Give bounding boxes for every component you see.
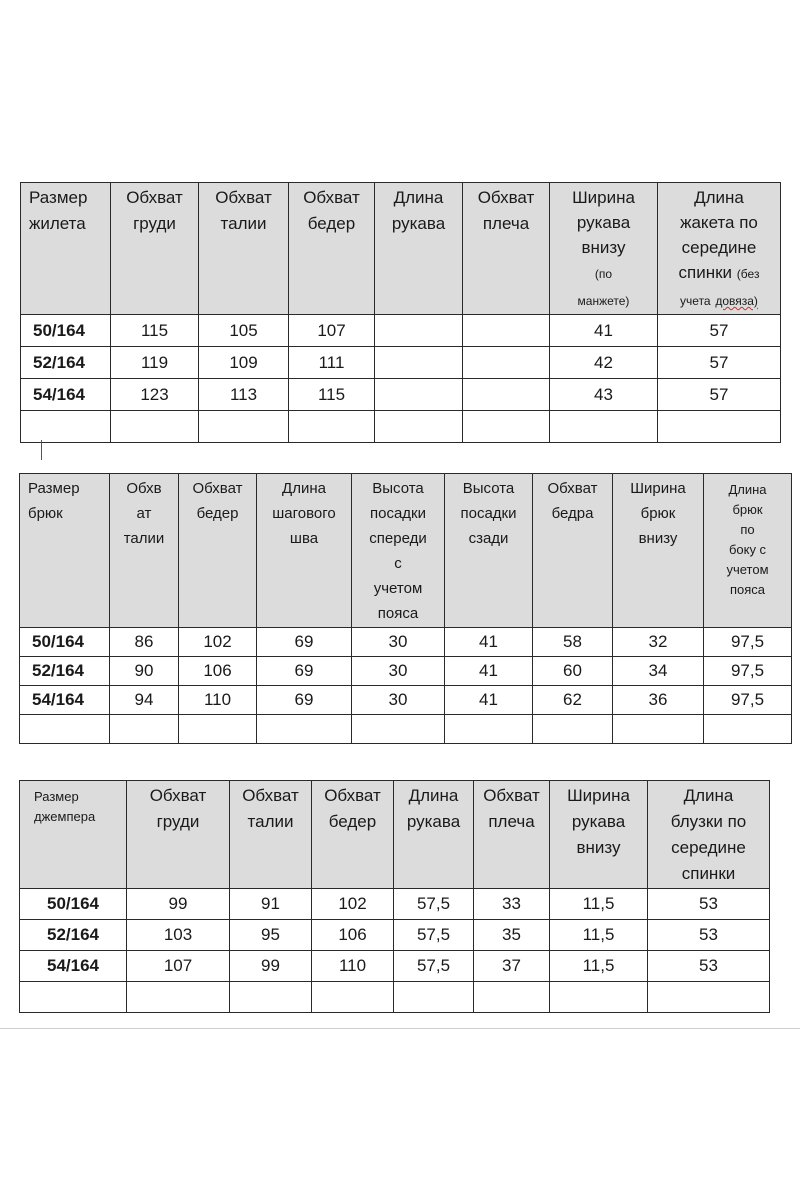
empty-cell (111, 411, 199, 443)
trousers-cell-side-length: 97,5 (704, 686, 792, 715)
jumper-cell-hips: 110 (312, 951, 394, 982)
text-cursor (41, 440, 42, 460)
vest-header-length-hint-a: (без (736, 267, 760, 281)
jumper-header-sleeve: Длина рукава (394, 781, 474, 889)
empty-cell (289, 411, 375, 443)
vest-cell-shoulder (463, 379, 550, 411)
jumper-cell-sleeve-width: 11,5 (550, 920, 648, 951)
trousers-row-size: 52/164 (20, 657, 110, 686)
vest-header-size: Размер жилета (21, 183, 111, 315)
trousers-cell-front-rise: 30 (352, 628, 445, 657)
vest-header-length-main: Длина жакета по середине спинки (678, 188, 758, 282)
empty-cell (230, 982, 312, 1013)
empty-cell (110, 715, 179, 744)
vest-cell-waist: 109 (199, 347, 289, 379)
vest-cell-sleeve-width: 43 (550, 379, 658, 411)
jumper-row-size: 52/164 (20, 920, 127, 951)
empty-cell (658, 411, 781, 443)
vest-cell-length: 57 (658, 347, 781, 379)
vest-header-sleeve-width (550, 183, 658, 315)
empty-row (20, 982, 770, 1013)
vest-cell-length: 57 (658, 315, 781, 347)
table-row (21, 379, 781, 411)
empty-cell (533, 715, 613, 744)
vest-header-waist: Обхват талии (199, 183, 289, 315)
trousers-header-leg-width: Ширина брюк внизу (613, 474, 704, 628)
empty-cell (394, 982, 474, 1013)
table-row (21, 347, 781, 379)
jumper-cell-waist: 99 (230, 951, 312, 982)
empty-cell (179, 715, 257, 744)
vest-cell-waist: 113 (199, 379, 289, 411)
trousers-header-row (20, 474, 792, 628)
jumper-row-size: 50/164 (20, 889, 127, 920)
trousers-cell-inseam: 69 (257, 686, 352, 715)
jumper-header-waist: Обхват талии (230, 781, 312, 889)
trousers-header-side-length: Длина брюк по боку с учетом пояса (704, 474, 792, 628)
trousers-cell-waist: 94 (110, 686, 179, 715)
vest-cell-sleeve (375, 347, 463, 379)
vest-cell-hips: 111 (289, 347, 375, 379)
jumper-row-size: 54/164 (20, 951, 127, 982)
vest-row-size: 54/164 (21, 379, 111, 411)
empty-cell (463, 411, 550, 443)
empty-cell (20, 715, 110, 744)
jumper-cell-sleeve: 57,5 (394, 920, 474, 951)
trousers-cell-back-rise: 41 (445, 628, 533, 657)
empty-cell (352, 715, 445, 744)
trousers-header-size: Размер брюк (20, 474, 110, 628)
trousers-header-inseam: Длина шагового шва (257, 474, 352, 628)
page-divider (0, 1028, 800, 1029)
trousers-header-hips: Обхват бедер (179, 474, 257, 628)
jumper-header-chest: Обхват груди (127, 781, 230, 889)
vest-header-length (658, 183, 781, 315)
vest-cell-waist: 105 (199, 315, 289, 347)
jumper-cell-sleeve: 57,5 (394, 951, 474, 982)
jumper-header-hips: Обхват бедер (312, 781, 394, 889)
trousers-cell-back-rise: 41 (445, 686, 533, 715)
jumper-cell-shoulder: 35 (474, 920, 550, 951)
jumper-cell-waist: 95 (230, 920, 312, 951)
trousers-size-table (19, 473, 792, 744)
vest-cell-sleeve (375, 379, 463, 411)
trousers-cell-leg-width: 34 (613, 657, 704, 686)
vest-header-sleeve-width-main: Ширина рукава внизу (572, 188, 635, 257)
vest-cell-sleeve-width: 42 (550, 347, 658, 379)
jumper-cell-shoulder: 33 (474, 889, 550, 920)
empty-cell (375, 411, 463, 443)
trousers-cell-front-rise: 30 (352, 686, 445, 715)
vest-header-sleeve: Длина рукава (375, 183, 463, 315)
empty-cell (312, 982, 394, 1013)
vest-cell-chest: 119 (111, 347, 199, 379)
vest-cell-chest: 115 (111, 315, 199, 347)
jumper-size-table (19, 780, 770, 1013)
vest-row-size: 50/164 (21, 315, 111, 347)
vest-cell-hips: 107 (289, 315, 375, 347)
empty-cell (445, 715, 533, 744)
jumper-cell-hips: 102 (312, 889, 394, 920)
jumper-cell-shoulder: 37 (474, 951, 550, 982)
jumper-header-size: Размер джемпера (20, 781, 127, 889)
empty-cell (127, 982, 230, 1013)
trousers-cell-hips: 102 (179, 628, 257, 657)
empty-cell (257, 715, 352, 744)
jumper-header-sleeve-width: Ширина рукава внизу (550, 781, 648, 889)
trousers-cell-hips: 110 (179, 686, 257, 715)
trousers-cell-thigh: 62 (533, 686, 613, 715)
table-row (21, 315, 781, 347)
vest-size-table (20, 182, 781, 443)
trousers-header-waist: Обхв ат талии (110, 474, 179, 628)
jumper-cell-length: 53 (648, 889, 770, 920)
jumper-cell-chest: 103 (127, 920, 230, 951)
jumper-cell-length: 53 (648, 920, 770, 951)
vest-header-chest: Обхват груди (111, 183, 199, 315)
jumper-cell-waist: 91 (230, 889, 312, 920)
vest-header-sleeve-width-hint: (по манжете) (577, 267, 630, 308)
vest-cell-length: 57 (658, 379, 781, 411)
table-row (20, 628, 792, 657)
jumper-cell-length: 53 (648, 951, 770, 982)
jumper-header-row (20, 781, 770, 889)
empty-cell (199, 411, 289, 443)
trousers-cell-back-rise: 41 (445, 657, 533, 686)
vest-cell-chest: 123 (111, 379, 199, 411)
vest-row-size: 52/164 (21, 347, 111, 379)
trousers-header-front-rise: Высота посадки спереди с учетом пояса (352, 474, 445, 628)
table-row (20, 657, 792, 686)
trousers-cell-leg-width: 36 (613, 686, 704, 715)
jumper-cell-sleeve: 57,5 (394, 889, 474, 920)
jumper-cell-sleeve-width: 11,5 (550, 951, 648, 982)
empty-cell (550, 411, 658, 443)
table-row (20, 889, 770, 920)
trousers-cell-waist: 86 (110, 628, 179, 657)
trousers-cell-thigh: 58 (533, 628, 613, 657)
trousers-cell-inseam: 69 (257, 657, 352, 686)
empty-cell (704, 715, 792, 744)
jumper-cell-hips: 106 (312, 920, 394, 951)
table-row (20, 686, 792, 715)
vest-header-length-hint-b: учета (680, 294, 711, 308)
vest-header-shoulder: Обхват плеча (463, 183, 550, 315)
jumper-header-length: Длина блузки по середине спинки (648, 781, 770, 889)
trousers-cell-waist: 90 (110, 657, 179, 686)
table-row (20, 920, 770, 951)
jumper-cell-chest: 99 (127, 889, 230, 920)
jumper-cell-sleeve-width: 11,5 (550, 889, 648, 920)
table-row (20, 951, 770, 982)
trousers-cell-front-rise: 30 (352, 657, 445, 686)
vest-header-hips: Обхват бедер (289, 183, 375, 315)
trousers-row-size: 54/164 (20, 686, 110, 715)
vest-cell-sleeve-width: 41 (550, 315, 658, 347)
vest-cell-shoulder (463, 347, 550, 379)
vest-header-row (21, 183, 781, 315)
trousers-cell-leg-width: 32 (613, 628, 704, 657)
empty-cell (648, 982, 770, 1013)
jumper-cell-chest: 107 (127, 951, 230, 982)
empty-row (20, 715, 792, 744)
trousers-cell-side-length: 97,5 (704, 628, 792, 657)
empty-cell (21, 411, 111, 443)
empty-cell (550, 982, 648, 1013)
vest-cell-hips: 115 (289, 379, 375, 411)
trousers-header-thigh: Обхват бедра (533, 474, 613, 628)
jumper-header-shoulder: Обхват плеча (474, 781, 550, 889)
empty-cell (474, 982, 550, 1013)
trousers-cell-thigh: 60 (533, 657, 613, 686)
trousers-cell-hips: 106 (179, 657, 257, 686)
trousers-cell-side-length: 97,5 (704, 657, 792, 686)
empty-cell (20, 982, 127, 1013)
vest-header-length-hint-c: довяза) (715, 294, 758, 308)
vest-cell-sleeve (375, 315, 463, 347)
empty-cell (613, 715, 704, 744)
vest-cell-shoulder (463, 315, 550, 347)
trousers-header-back-rise: Высота посадки сзади (445, 474, 533, 628)
trousers-row-size: 50/164 (20, 628, 110, 657)
empty-row (21, 411, 781, 443)
trousers-cell-inseam: 69 (257, 628, 352, 657)
